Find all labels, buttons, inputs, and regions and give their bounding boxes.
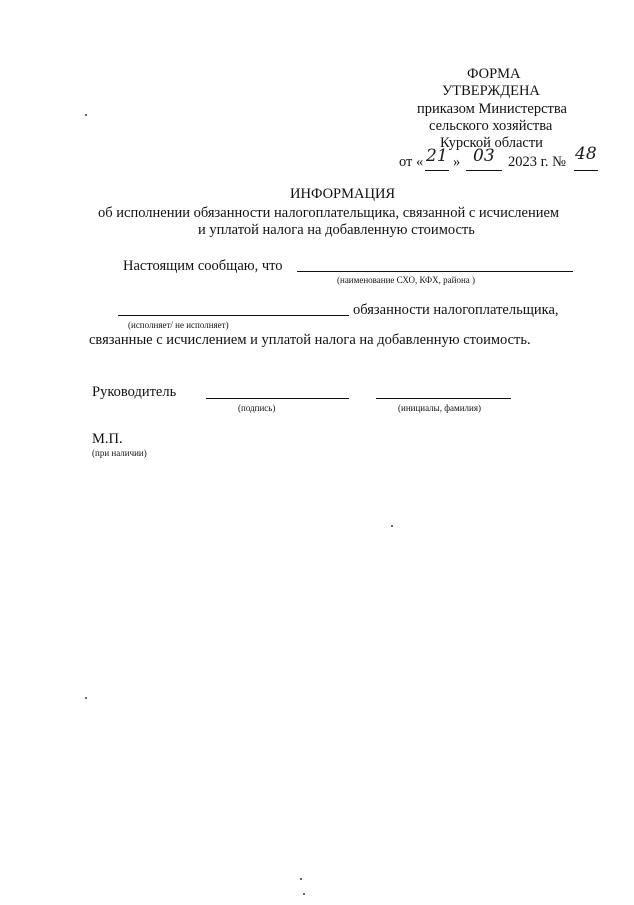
approval-ministry-text: сельского хозяйства xyxy=(429,118,553,134)
approval-order-text: приказом Министерства xyxy=(417,101,567,117)
stamp-label: М.П. xyxy=(92,431,123,447)
scan-speck xyxy=(300,878,302,880)
obligation-text: обязанности налогоплательщика, xyxy=(353,302,559,318)
scan-speck xyxy=(303,893,305,895)
month-underline xyxy=(466,170,502,171)
approval-region-text: Курской области xyxy=(440,135,543,151)
handwritten-day: 21 xyxy=(426,146,448,166)
fulfills-field-line xyxy=(118,315,349,316)
scan-speck xyxy=(85,697,87,699)
approval-form-label: ФОРМА xyxy=(467,66,521,82)
continuation-text: связанные с исчислением и уплатой налога на добавленную стоимость. xyxy=(89,332,531,348)
inform-text: Настоящим сообщаю, что xyxy=(123,258,283,274)
signature-hint: (подпись) xyxy=(238,403,276,413)
approval-date-line xyxy=(399,146,609,172)
handwritten-month: 03 xyxy=(473,146,495,166)
scan-speck xyxy=(85,114,87,116)
number-underline xyxy=(574,170,598,171)
entity-name-field-line xyxy=(297,271,573,272)
fulfills-hint: (исполняет/ не исполняет) xyxy=(128,320,229,330)
head-label: Руководитель xyxy=(92,384,177,400)
date-from-label: от « xyxy=(399,154,424,170)
document-subtitle-line2: и уплатой налога на добавленную стоимость xyxy=(198,222,475,238)
document-title: ИНФОРМАЦИЯ xyxy=(290,186,396,202)
stamp-hint: (при наличии) xyxy=(92,448,147,458)
entity-name-hint: (наименование СХО, КФХ, района ) xyxy=(337,275,476,285)
name-hint: (инициалы, фамилия) xyxy=(398,403,481,413)
signature-field-line xyxy=(206,398,349,399)
handwritten-number: 48 xyxy=(575,144,597,164)
date-year-number-label: 2023 г. № xyxy=(508,154,567,170)
date-quote-close: » xyxy=(453,154,461,170)
day-underline xyxy=(425,170,449,171)
approval-approved-label: УТВЕРЖДЕНА xyxy=(442,83,540,99)
scan-speck xyxy=(391,525,393,527)
document-subtitle-line1: об исполнении обязанности налогоплательщика, связанной с исчислением xyxy=(98,205,560,221)
name-field-line xyxy=(376,398,511,399)
